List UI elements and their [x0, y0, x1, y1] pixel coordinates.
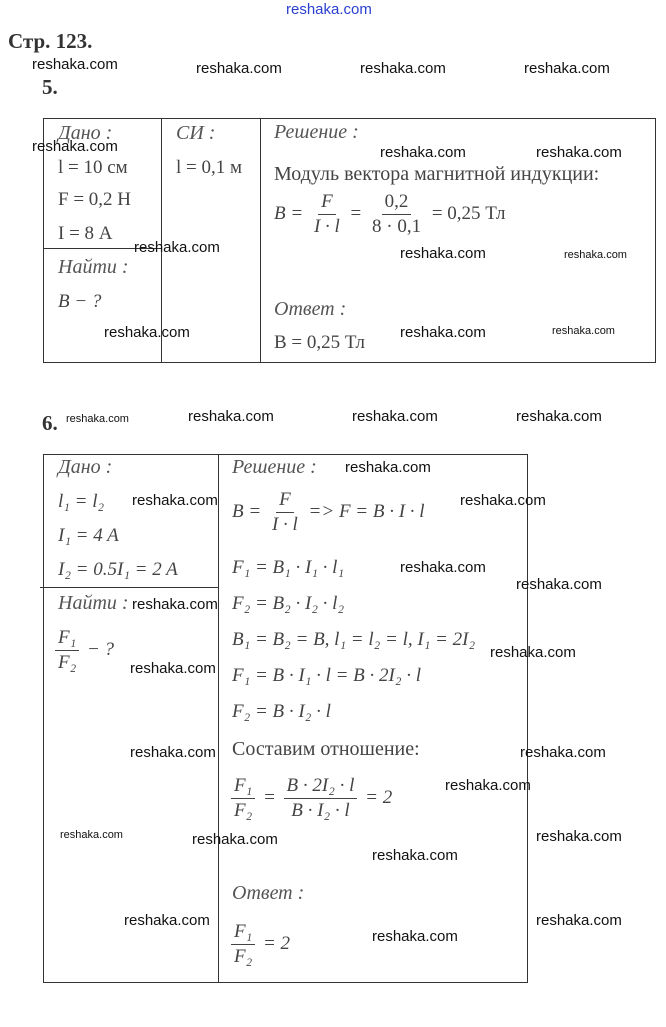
- watermark: reshaka.com: [104, 324, 190, 341]
- numerator: B · 2I₂ · l: [284, 774, 358, 799]
- denominator: B · I₂ · l: [291, 800, 350, 821]
- find-label: Найти :: [58, 592, 129, 614]
- numerator: F₁: [55, 626, 79, 651]
- numerator: F₁: [231, 774, 255, 799]
- given-value: F = 0,2 Н: [58, 189, 132, 210]
- watermark: reshaka.com: [380, 144, 466, 161]
- numerator: 0,2: [382, 190, 412, 215]
- find-value: [52, 626, 114, 675]
- given-value: l = 10 см: [58, 157, 128, 178]
- watermark: reshaka.com: [188, 408, 274, 425]
- task5-number: 5.: [42, 75, 58, 99]
- watermark: reshaka.com: [520, 744, 606, 761]
- given-label: Дано :: [58, 456, 113, 478]
- watermark: reshaka.com: [516, 576, 602, 593]
- watermark: reshaka.com: [524, 60, 610, 77]
- si-label: СИ :: [176, 122, 216, 144]
- formula-rhs: => F = B · I · l: [308, 500, 425, 522]
- denominator: I · l: [271, 514, 298, 535]
- watermark: reshaka.com: [132, 492, 218, 509]
- given-value: I₂ = 0.5I₁ = 2 A: [58, 559, 178, 580]
- solution-label: Решение :: [232, 456, 317, 478]
- watermark: reshaka.com: [352, 408, 438, 425]
- solution-line: F₁ = B₁ · I₁ · l₁: [232, 557, 345, 578]
- equals: =: [262, 786, 276, 808]
- answer-value: B = 0,25 Тл: [274, 332, 366, 353]
- given-value: I = 8 А: [58, 223, 113, 244]
- formula-lhs: B =: [232, 500, 262, 522]
- watermark: reshaka.com: [552, 325, 615, 337]
- watermark: reshaka.com: [536, 144, 622, 161]
- answer-value: [228, 920, 290, 969]
- formula-rhs: = 2: [365, 786, 393, 808]
- watermark: reshaka.com: [345, 459, 431, 476]
- divider: [40, 587, 218, 588]
- watermark: reshaka.com: [400, 559, 486, 576]
- si-value: l = 0,1 м: [176, 157, 243, 178]
- denominator: 8 · 0,1: [372, 216, 422, 237]
- solution-text: Модуль вектора магнитной индукции:: [274, 163, 600, 185]
- denominator: F₂: [234, 946, 253, 967]
- watermark-top: reshaka.com: [286, 1, 372, 18]
- solution-line: F₁ = B · I₁ · l = B · 2I₂ · l: [232, 665, 421, 686]
- watermark: reshaka.com: [372, 847, 458, 864]
- watermark: reshaka.com: [536, 828, 622, 845]
- watermark: reshaka.com: [60, 829, 123, 841]
- watermark: reshaka.com: [132, 596, 218, 613]
- find-suffix: − ?: [86, 638, 115, 660]
- watermark: reshaka.com: [372, 928, 458, 945]
- watermark: reshaka.com: [124, 912, 210, 929]
- ratio-formula: [228, 774, 392, 823]
- denominator: F₂: [58, 652, 77, 673]
- watermark: reshaka.com: [66, 413, 129, 425]
- watermark: reshaka.com: [192, 831, 278, 848]
- page-title: Стр. 123.: [8, 29, 93, 53]
- solution-line: B₁ = B₂ = B, l₁ = l₂ = l, I₁ = 2I₂: [232, 629, 476, 650]
- watermark: reshaka.com: [130, 744, 216, 761]
- watermark: reshaka.com: [564, 249, 627, 261]
- given-label: Дано :: [58, 122, 113, 144]
- watermark: reshaka.com: [360, 60, 446, 77]
- ratio-text: Составим отношение:: [232, 738, 420, 760]
- formula-rhs: = 0,25 Тл: [431, 202, 506, 224]
- given-value: I₁ = 4 A: [58, 525, 119, 546]
- formula-rhs: = 2: [262, 932, 291, 954]
- divider: [260, 118, 261, 362]
- watermark: reshaka.com: [490, 644, 576, 661]
- given-value: l₁ = l₂: [58, 491, 105, 512]
- task6-number: 6.: [42, 411, 58, 435]
- watermark: reshaka.com: [134, 239, 220, 256]
- solution-line: F₂ = B₂ · I₂ · l₂: [232, 593, 345, 614]
- watermark: reshaka.com: [445, 777, 531, 794]
- watermark: reshaka.com: [460, 492, 546, 509]
- numerator: F: [276, 488, 294, 513]
- watermark: reshaka.com: [196, 60, 282, 77]
- watermark: reshaka.com: [130, 660, 216, 677]
- divider: [218, 454, 219, 982]
- find-label: Найти :: [58, 256, 129, 278]
- formula-lhs: B =: [274, 202, 304, 224]
- formula: [232, 488, 425, 537]
- watermark: reshaka.com: [400, 245, 486, 262]
- solution-label: Решение :: [274, 121, 359, 143]
- find-value: B − ?: [58, 291, 102, 312]
- answer-label: Ответ :: [274, 298, 347, 320]
- formula: [274, 190, 505, 239]
- numerator: F₁: [231, 920, 255, 945]
- watermark: reshaka.com: [516, 408, 602, 425]
- denominator: F₂: [234, 800, 253, 821]
- watermark: reshaka.com: [536, 912, 622, 929]
- solution-line: F₂ = B · I₂ · l: [232, 701, 331, 722]
- equals: =: [350, 202, 362, 224]
- numerator: F: [318, 190, 336, 215]
- watermark: reshaka.com: [400, 324, 486, 341]
- watermark: reshaka.com: [32, 56, 118, 73]
- watermark: reshaka.com: [32, 138, 118, 155]
- answer-label: Ответ :: [232, 882, 305, 904]
- denominator: I · l: [313, 216, 340, 237]
